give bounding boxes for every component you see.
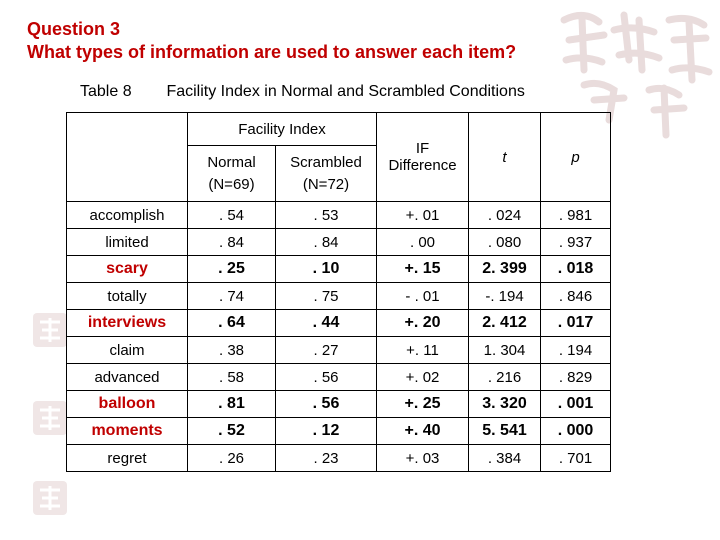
cell-scrambled: . 56 bbox=[276, 391, 377, 418]
normal-header bbox=[188, 146, 276, 202]
cell-normal: . 84 bbox=[188, 229, 276, 256]
heading-line-2: What types of information are used to answer each item? bbox=[27, 42, 517, 62]
table-row bbox=[67, 310, 611, 337]
seal-decoration bbox=[30, 478, 70, 518]
cell-word: accomplish bbox=[67, 202, 188, 229]
table-label: Table 8 bbox=[80, 83, 132, 100]
cell-normal: . 26 bbox=[188, 445, 276, 472]
if-header-line1: IF bbox=[415, 140, 430, 157]
table-row bbox=[67, 202, 611, 229]
cell-t: . 024 bbox=[469, 202, 541, 229]
t-header: t bbox=[469, 113, 541, 202]
cell-t: -. 194 bbox=[469, 283, 541, 310]
cell-p: . 981 bbox=[541, 202, 611, 229]
table-row bbox=[67, 391, 611, 418]
corner-cell bbox=[67, 113, 188, 202]
cell-normal: . 64 bbox=[188, 310, 276, 337]
cell-p: . 846 bbox=[541, 283, 611, 310]
cell-p: . 701 bbox=[541, 445, 611, 472]
cell-t: . 216 bbox=[469, 364, 541, 391]
cell-scrambled: . 23 bbox=[276, 445, 377, 472]
cell-t: . 384 bbox=[469, 445, 541, 472]
scrambled-header bbox=[276, 146, 377, 202]
table-row bbox=[67, 229, 611, 256]
cell-p: . 017 bbox=[541, 310, 611, 337]
cell-p: . 018 bbox=[541, 256, 611, 283]
cell-diff: . 00 bbox=[377, 229, 469, 256]
facility-index-header: Facility Index bbox=[188, 113, 377, 146]
cell-diff: - . 01 bbox=[377, 283, 469, 310]
cell-t: 5. 541 bbox=[469, 418, 541, 445]
cell-scrambled: . 44 bbox=[276, 310, 377, 337]
cell-word: balloon bbox=[67, 391, 188, 418]
cell-word: regret bbox=[67, 445, 188, 472]
if-header-line2: Difference bbox=[388, 157, 457, 174]
table-row bbox=[67, 364, 611, 391]
cell-scrambled: . 27 bbox=[276, 337, 377, 364]
cell-word: advanced bbox=[67, 364, 188, 391]
facility-index-table bbox=[66, 112, 611, 472]
cell-word: totally bbox=[67, 283, 188, 310]
cell-word: interviews bbox=[67, 310, 188, 337]
cell-scrambled: . 12 bbox=[276, 418, 377, 445]
cell-normal: . 38 bbox=[188, 337, 276, 364]
cell-p: . 000 bbox=[541, 418, 611, 445]
cell-normal: . 74 bbox=[188, 283, 276, 310]
cell-t: 2. 412 bbox=[469, 310, 541, 337]
cell-t: 1. 304 bbox=[469, 337, 541, 364]
table-title: Facility Index in Normal and Scrambled Conditions bbox=[166, 83, 525, 100]
cell-scrambled: . 75 bbox=[276, 283, 377, 310]
cell-diff: +. 01 bbox=[377, 202, 469, 229]
cell-p: . 194 bbox=[541, 337, 611, 364]
table-caption bbox=[80, 83, 525, 101]
normal-header-n: (N=69) bbox=[208, 175, 255, 193]
cell-p: . 829 bbox=[541, 364, 611, 391]
heading-line-1: Question 3 bbox=[27, 19, 121, 39]
seal-decoration bbox=[30, 310, 70, 350]
slide-heading bbox=[27, 18, 516, 64]
table-row bbox=[67, 283, 611, 310]
cell-word: claim bbox=[67, 337, 188, 364]
cell-diff: +. 03 bbox=[377, 445, 469, 472]
scrambled-header-label: Scrambled bbox=[290, 153, 362, 171]
cell-normal: . 81 bbox=[188, 391, 276, 418]
cell-word: limited bbox=[67, 229, 188, 256]
cell-diff: +. 15 bbox=[377, 256, 469, 283]
table-row bbox=[67, 337, 611, 364]
cell-t: . 080 bbox=[469, 229, 541, 256]
seal-decoration bbox=[30, 398, 70, 438]
if-difference-header bbox=[377, 113, 469, 202]
cell-normal: . 25 bbox=[188, 256, 276, 283]
cell-normal: . 58 bbox=[188, 364, 276, 391]
cell-diff: +. 40 bbox=[377, 418, 469, 445]
table-row bbox=[67, 445, 611, 472]
cell-t: 2. 399 bbox=[469, 256, 541, 283]
cell-normal: . 54 bbox=[188, 202, 276, 229]
cell-p: . 937 bbox=[541, 229, 611, 256]
cell-diff: +. 02 bbox=[377, 364, 469, 391]
cell-t: 3. 320 bbox=[469, 391, 541, 418]
p-header: p bbox=[541, 113, 611, 202]
cell-scrambled: . 10 bbox=[276, 256, 377, 283]
cell-diff: +. 20 bbox=[377, 310, 469, 337]
normal-header-label: Normal bbox=[207, 153, 256, 171]
cell-word: moments bbox=[67, 418, 188, 445]
cell-scrambled: . 84 bbox=[276, 229, 377, 256]
table-row bbox=[67, 418, 611, 445]
cell-diff: +. 11 bbox=[377, 337, 469, 364]
cell-scrambled: . 53 bbox=[276, 202, 377, 229]
table-row bbox=[67, 256, 611, 283]
cell-diff: +. 25 bbox=[377, 391, 469, 418]
cell-normal: . 52 bbox=[188, 418, 276, 445]
scrambled-header-n: (N=72) bbox=[302, 175, 350, 193]
cell-p: . 001 bbox=[541, 391, 611, 418]
cell-word: scary bbox=[67, 256, 188, 283]
cell-scrambled: . 56 bbox=[276, 364, 377, 391]
